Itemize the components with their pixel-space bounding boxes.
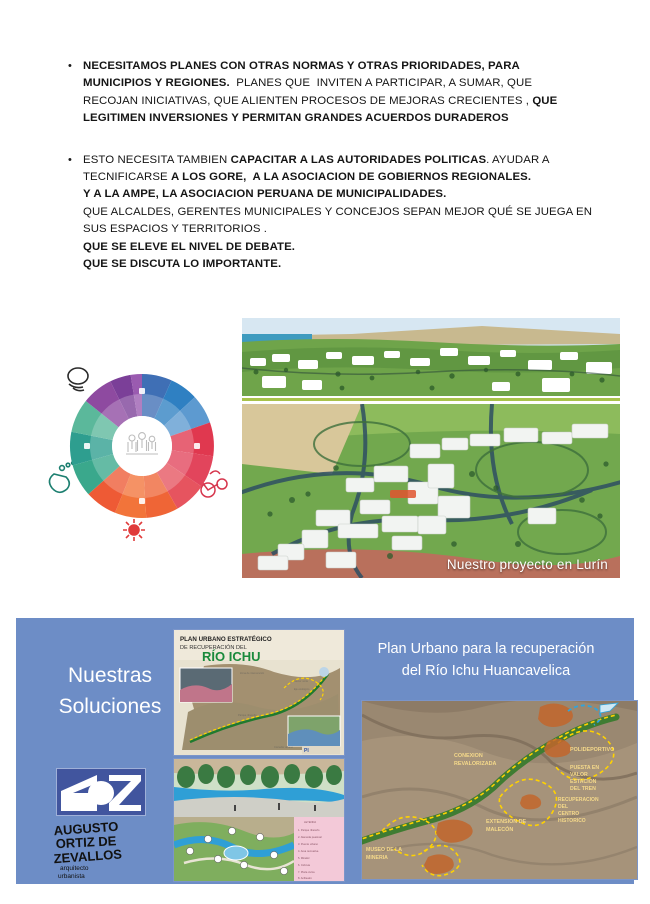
svg-text:Eje ecológico: Eje ecológico [294,688,310,691]
b2-line1-tail: . AYUDAR A [486,153,550,166]
sun-icon [123,519,145,541]
thumbnail-river-park-plan [173,758,345,882]
bullet-item-1 [68,58,608,128]
panel-heading-plan-urbano [346,638,626,682]
photo-divider [242,398,620,401]
svg-text:4. Area recreativa: 4. Area recreativa [298,850,319,853]
map-label-puesta-2: VALOR [570,772,588,778]
logo-mark-icon [56,768,146,816]
svg-text:6. Ciclovia: 6. Ciclovia [298,864,310,867]
svg-text:Sector norte: Sector norte [294,680,309,683]
svg-text:Corredor urbano: Corredor urbano [274,746,294,749]
logo-sub-1: arquitecto [60,865,89,872]
map-label-recup-4: HISTORICO [558,818,586,824]
panel-heading-line-1: Plan Urbano para la recuperación [377,641,595,657]
solutions-panel [16,618,634,884]
poster-title-main: RÍO ICHU [202,649,261,664]
b2-line4: QUE ALCALDES, GERENTES MUNICIPALES Y CONCEJOS SEPAN MEJOR QUÉ SE JUEGA EN [83,205,593,218]
thumbnail-poster-rio-ichu [173,629,345,756]
b1-line3-normal: RECOJAN INICIATIVAS, QUE ALIENTEN PROCESOS DE MEJORAS CRECIENTES , [83,94,533,107]
logo-name-1: AUGUSTO [53,818,119,839]
map-label-malecon-1: EXTENSION DE [486,819,527,825]
map-label-puesta-4: DEL TREN [570,786,596,792]
svg-text:2. Alameda peatonal: 2. Alameda peatonal [298,836,322,839]
panel-title-line-1: Nuestras [67,664,153,687]
b2-line2-normal: TECNIFICARSE [83,171,172,184]
panel-title-line-2: Soluciones [58,695,162,718]
bullet-marker-2: • [68,153,72,166]
b1-line3-bold: QUE [532,94,558,107]
svg-text:3. Puente urbano: 3. Puente urbano [298,843,318,846]
bullet-1-body [83,58,608,128]
map-label-puesta-1: PUESTA EN [570,765,600,771]
bullet-item-2 [68,152,608,274]
text-block [68,58,608,291]
logo-augusto-ortiz-de-zevallos [46,768,152,886]
bullet-2-body [83,152,608,274]
map-label-recup-3: CENTRO [558,811,580,817]
b2-line1-normal: ESTO NECESITA TAMBIEN [83,153,231,166]
map-label-museo-1: MUSEO DE LA [366,847,403,853]
thumbnail-aerial-rio-ichu-map [361,700,638,880]
logo-sub-2: urbanista [58,873,85,880]
b2-line7: QUE SE DISCUTA LO IMPORTANTE. [83,258,282,271]
photo-lurin-coastal-aerial [242,318,620,396]
map-label-recup-2: DEL [558,804,568,810]
svg-text:Parque ribereño: Parque ribereño [238,714,257,717]
logo-wordmark [50,818,150,882]
svg-text:5. Mirador: 5. Mirador [298,857,310,860]
bullet-marker: • [68,60,72,72]
map-label-museo-2: MINERIA [366,855,388,861]
map-label-conexion-2: REVALORIZADA [454,761,497,767]
sustainability-wheel-graphic [42,362,228,544]
b2-line1-bold: CAPACITAR A LAS AUTORIDADES POLITICAS [230,153,487,166]
svg-text:PI: PI [304,748,309,754]
logo-name-3: ZEVALLOS [53,846,123,867]
color-wheel-donut [66,370,218,522]
b2-line5: SUS ESPACIOS Y TERRITORIOS . [83,223,268,236]
photo-lurin-urban-model [242,404,620,578]
b1-line1: NECESITAMOS PLANES CON OTRAS NORMAS Y OTRAS PRIORIDADES, PARA [83,60,520,72]
b1-line2-bold: MUNICIPIOS Y REGIONES. [83,77,230,90]
middle-graphics [0,300,650,600]
svg-text:Zona de intervención: Zona de intervención [240,672,265,675]
svg-text:1. Parque ribereño: 1. Parque ribereño [298,829,320,832]
poster-title-2: DE RECUPERACIÓN DEL [180,645,247,651]
b1-line4: LEGITIMEN INVERSIONES Y PERMITAN GRANDES ACUERDOS DURADEROS [83,112,509,125]
svg-text:LEYENDA: LEYENDA [304,821,317,824]
b2-line2-bold: A LOS GORE, A LA ASOCIACION DE GOBIERNOS REGIONALES. [171,171,532,184]
map-label-polideportivo: POLIDEPORTIVO [570,747,615,753]
map-label-puesta-3: ESTACION [570,779,597,785]
b2-line3: Y A LA AMPE, LA ASOCIACION PERUANA DE MUNICIPALIDADES. [83,188,447,201]
logo-name-2: ORTIZ DE [55,833,117,852]
svg-text:7. Plaza civica: 7. Plaza civica [298,871,315,874]
b2-line6: QUE SE ELEVE EL NIVEL DE DEBATE. [83,240,296,253]
panel-heading-line-2: del Río Ichu Huancavelica [401,663,571,679]
map-label-malecon-2: MALECÓN [486,827,514,833]
caption-nuestro-proyecto-lurin: Nuestro proyecto en Lurín [446,557,608,572]
svg-text:8. Anfiteatro: 8. Anfiteatro [298,877,312,880]
poster-title-1: PLAN URBANO ESTRATÉGICO [180,636,272,643]
map-label-recup-1: RECUPERACION [558,797,599,803]
map-label-conexion-1: CONEXION [454,753,483,759]
b1-line2-normal: PLANES QUE INVITEN A PARTICIPAR, A SUMAR, QUE [229,77,533,90]
panel-title-nuestras-soluciones [40,660,180,722]
